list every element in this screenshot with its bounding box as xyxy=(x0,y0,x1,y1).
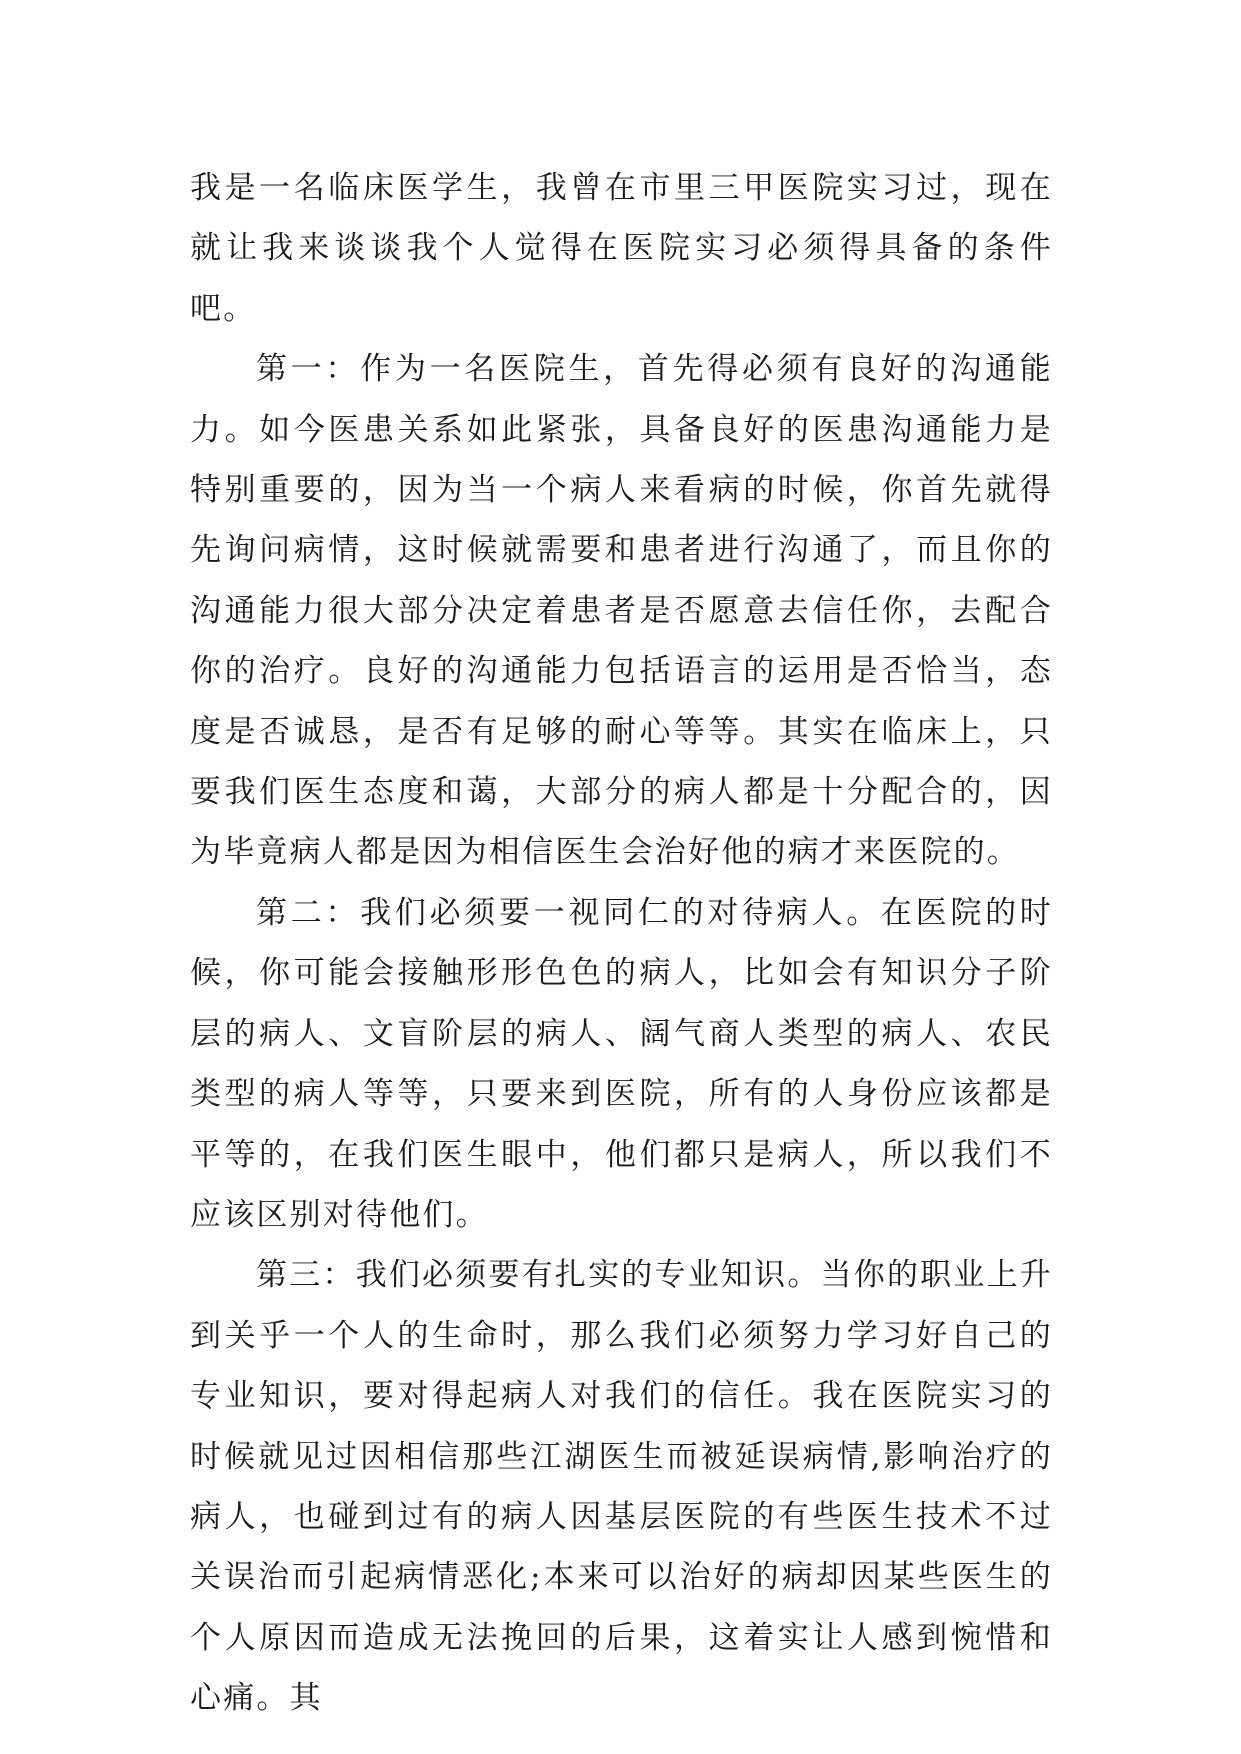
document-body xyxy=(190,158,1053,1729)
paragraph-first-point: 第一：作为一名医院生，首先得必须有良好的沟通能力。如今医患关系如此紧张，具备良好的医患沟通能力是特别重要的，因为当一个病人来看病的时候，你首先就得先询问病情，这时候就需要和患者进行沟通了，而且你的沟通能力很大部分决定着患者是否愿意去信任你，去配合你的治疗。良好的沟通能力包括语言的运用是否恰当，态度是否诚恳，是否有足够的耐心等等。其实在临床上，只要我们医生态度和蔼，大部分的病人都是十分配合的，因为毕竟病人都是因为相信医生会治好他的病才来医院的。 xyxy=(190,351,1053,871)
paragraph-second-point: 第二：我们必须要一视同仁的对待病人。在医院的时候，你可能会接触形形色色的病人，比如会有知识分子阶层的病人、文盲阶层的病人、阔气商人类型的病人、农民类型的病人等等，只要来到医院，所有的人身份应该都是平等的，在我们医生眼中，他们都只是病人，所以我们不应该区别对待他们。 xyxy=(190,894,1053,1233)
paragraph-intro: 我是一名临床医学生，我曾在市里三甲医院实习过，现在就让我来谈谈我个人觉得在医院实习必须得具备的条件吧。 xyxy=(190,170,1053,327)
paragraph-third-point: 第三：我们必须要有扎实的专业知识。当你的职业上升到关乎一个人的生命时，那么我们必须努力学习好自己的专业知识，要对得起病人对我们的信任。我在医院实习的时候就见过因相信那些江湖医生而被延误病情,影响治疗的病人，也碰到过有的病人因基层医院的有些医生技术不过关误治而引起病情恶化;本来可以治好的病却因某些医生的个人原因而造成无法挽回的后果，这着实让人感到惋惜和心痛。其 xyxy=(190,1257,1053,1717)
